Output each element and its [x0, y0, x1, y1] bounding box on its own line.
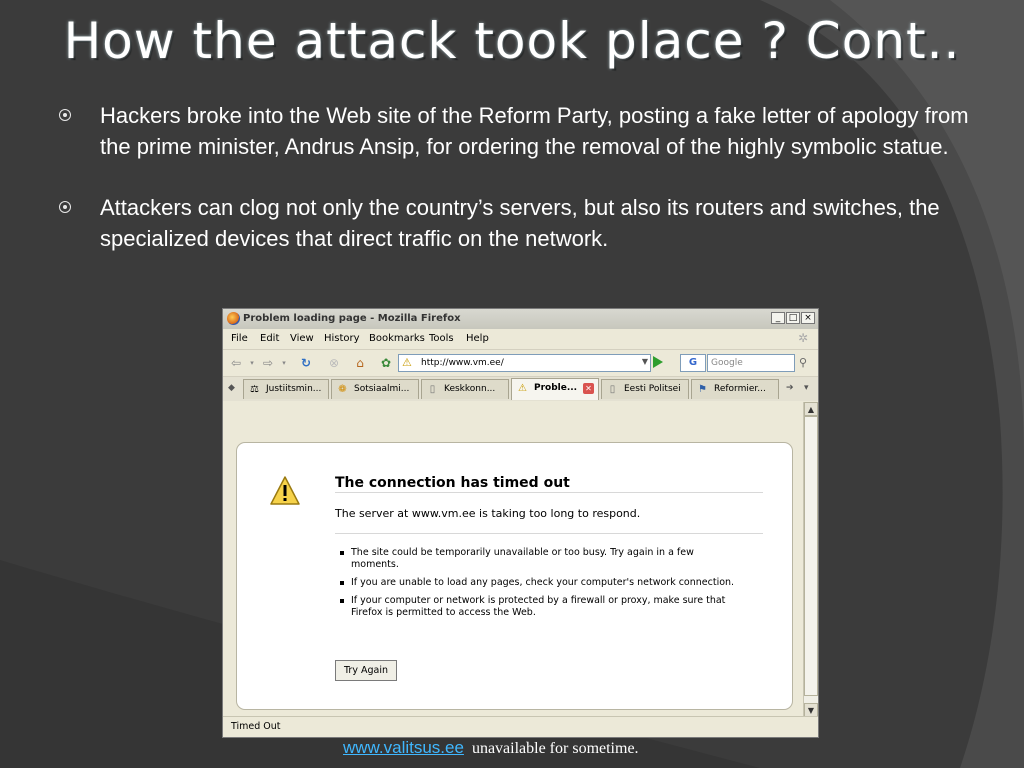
flower-icon: ❁: [338, 384, 347, 395]
scroll-up-icon[interactable]: ▲: [804, 402, 818, 416]
scroll-thumb[interactable]: [804, 416, 818, 696]
home-icon[interactable]: ⌂: [356, 356, 364, 370]
slide-caption: [343, 738, 639, 758]
address-text: http://www.vm.ee/: [421, 358, 504, 368]
back-icon[interactable]: ⇦: [230, 356, 242, 370]
tab-scroll-left-icon[interactable]: ◆: [228, 383, 235, 393]
address-dropdown-icon[interactable]: ▼: [641, 357, 648, 366]
status-bar: [223, 716, 818, 737]
tab-reformierakond[interactable]: [691, 379, 779, 399]
minimize-button[interactable]: _: [771, 312, 785, 324]
bullet-text: Hackers broke into the Web site of the Reform Party, posting a fake letter of apology from the prime minister, Andrus Ansip, for ordering the removal of the highly symbolic statue.: [100, 103, 969, 159]
search-placeholder: Google: [711, 358, 743, 368]
caption-link[interactable]: www.valitsus.ee: [343, 738, 464, 757]
vertical-scrollbar[interactable]: [803, 402, 818, 717]
window-title: Problem loading page - Mozilla Firefox: [243, 313, 461, 324]
suggestion-item: If you are unable to load any pages, check your computer's network connection.: [335, 577, 735, 589]
tab-label: Keskkonn...: [444, 384, 496, 394]
error-message: The server at www.vm.ee is taking too long to respond.: [335, 507, 641, 520]
window-titlebar[interactable]: [223, 309, 818, 329]
forward-icon[interactable]: ⇨: [262, 356, 274, 370]
page-icon: ▯: [609, 384, 616, 395]
tab-eesti-politsei[interactable]: [601, 379, 689, 399]
menu-edit[interactable]: Edit: [260, 333, 280, 344]
tab-label: Sotsiaalmi...: [354, 384, 410, 394]
bullet-text: Attackers can clog not only the country’s servers, but also its routers and switches, the specialized devices that direct traffic on the network.: [100, 195, 940, 251]
tab-problem-loading[interactable]: [511, 378, 599, 400]
tab-close-icon[interactable]: ✕: [583, 383, 594, 394]
addon-icon[interactable]: ✿: [380, 356, 392, 370]
stop-icon[interactable]: ⊗: [328, 356, 340, 370]
menu-help[interactable]: Help: [466, 333, 489, 344]
warning-icon: ⚠: [402, 356, 412, 369]
bullet-marker-icon: [59, 109, 71, 121]
menu-tools[interactable]: Tools: [429, 333, 454, 344]
search-input[interactable]: [707, 354, 795, 372]
menu-file[interactable]: File: [231, 333, 248, 344]
menu-bookmarks[interactable]: Bookmarks: [369, 333, 425, 344]
scroll-down-icon[interactable]: ▼: [804, 703, 818, 717]
status-text: Timed Out: [231, 721, 281, 732]
error-title: The connection has timed out: [335, 475, 570, 491]
maximize-button[interactable]: □: [786, 312, 800, 324]
page-icon: ▯: [429, 384, 436, 395]
tab-justiitsministeerium[interactable]: [243, 379, 329, 399]
firefox-window: [222, 308, 819, 738]
firefox-logo-icon: [227, 312, 240, 325]
caption-text: unavailable for sometime.: [471, 740, 639, 757]
page-content: [224, 402, 803, 717]
tab-keskkonnaministeerium[interactable]: [421, 379, 509, 399]
bullet-item: [52, 192, 972, 254]
menu-bar: [223, 329, 818, 349]
suggestion-item: The site could be temporarily unavailable or too busy. Try again in a few moments.: [335, 547, 735, 571]
search-engine-icon[interactable]: G: [680, 354, 706, 372]
bullet-item: [52, 100, 972, 162]
go-icon[interactable]: [653, 356, 663, 368]
try-again-button[interactable]: Try Again: [335, 660, 397, 681]
tab-sotsiaalministeerium[interactable]: [331, 379, 419, 399]
suggestion-item: If your computer or network is protected by a firewall or proxy, make sure that Firefox is permitted to access the Web.: [335, 595, 735, 619]
menu-history[interactable]: History: [324, 333, 360, 344]
back-dropdown-icon[interactable]: ▾: [250, 359, 254, 367]
close-button[interactable]: ×: [801, 312, 815, 324]
error-suggestions: [335, 547, 735, 625]
divider: [335, 533, 763, 534]
search-icon[interactable]: ⚲: [798, 356, 808, 369]
forward-dropdown-icon[interactable]: ▾: [282, 359, 286, 367]
navigation-toolbar: [223, 349, 818, 376]
scale-icon: ⚖: [250, 384, 259, 395]
bullet-list: [52, 100, 972, 284]
tab-bar: [223, 376, 818, 401]
warning-triangle-icon: [269, 475, 301, 507]
tab-list-icon[interactable]: ▾: [804, 383, 809, 393]
slide-title: How the attack took place ? Cont..: [63, 12, 961, 70]
menu-view[interactable]: View: [290, 333, 314, 344]
tab-label: Eesti Politsei: [624, 384, 681, 394]
address-bar[interactable]: [398, 354, 651, 372]
tab-scroll-right-icon[interactable]: ➔: [786, 383, 794, 393]
bullet-marker-icon: [59, 201, 71, 213]
tab-label: Reformier...: [714, 384, 766, 394]
tab-label: Justiitsmin...: [266, 384, 322, 394]
warning-icon: ⚠: [518, 383, 527, 394]
error-panel: [236, 442, 793, 710]
divider: [335, 492, 763, 493]
reload-icon[interactable]: ↻: [300, 356, 312, 370]
throbber-icon: ✲: [798, 331, 809, 345]
tab-label: Proble...: [534, 383, 578, 393]
flag-icon: ⚑: [698, 384, 707, 395]
